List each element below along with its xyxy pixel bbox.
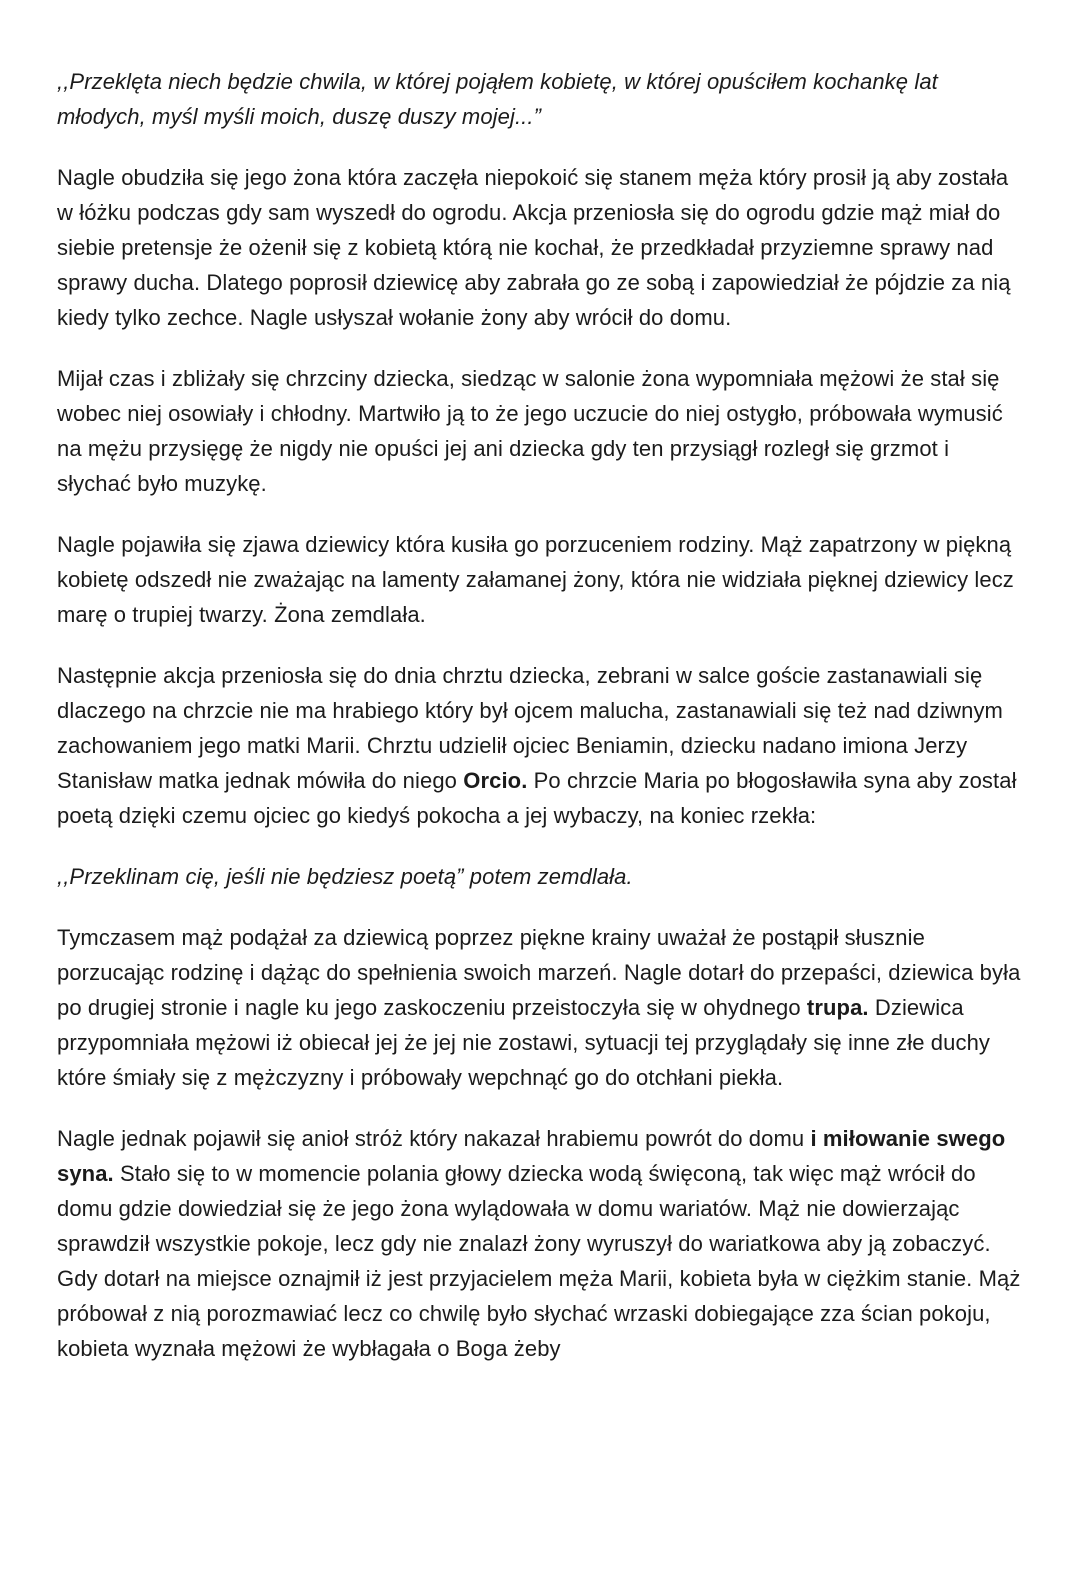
text-run: Nagle jednak pojawił się anioł stróż który nakazał hrabiemu powrót do domu	[57, 1126, 811, 1151]
text-run: ,,Przeklęta niech będzie chwila, w której pojąłem kobietę, w której opuściłem kochankę lat młodych, myśl myśli moich, duszę duszy mojej...”	[57, 69, 938, 129]
paragraph	[57, 920, 1023, 1095]
paragraph	[57, 859, 1023, 894]
text-run: Nagle obudziła się jego żona która zaczęła niepokoić się stanem męża który prosił ją aby została w łóżku podczas gdy sam wyszedł do ogrodu. Akcja przeniosła się do ogrodu gdzie mąż miał do siebie pretensje że ożenił się z kobietą którą nie kochał, że przedkładał przyziemne sprawy nad sprawy ducha. Dlatego poprosił dziewicę aby zabrała go ze sobą i zapowiedział że pójdzie za nią kiedy tylko zechce. Nagle usłyszał wołanie żony aby wrócił do domu.	[57, 165, 1011, 330]
paragraph	[57, 527, 1023, 632]
paragraph	[57, 1121, 1023, 1366]
text-run: Nagle pojawiła się zjawa dziewicy która kusiła go porzuceniem rodziny. Mąż zapatrzony w piękną kobietę odszedł nie zważając na lamenty załamanej żony, która nie widziała pięknej dziewicy lecz marę o trupiej twarzy. Żona zemdlała.	[57, 532, 1014, 627]
text-run: Dziewica przypomniała mężowi iż obiecał jej że jej nie zostawi, sytuacji tej przyglądały się inne złe duchy które śmiały się z mężczyzny i próbowały wepchnąć go do otchłani piekła.	[57, 995, 991, 1090]
document-body	[57, 64, 1023, 1366]
text-run: ,,Przeklinam cię, jeśli nie będziesz poetą” potem zemdlała.	[57, 864, 633, 889]
paragraph	[57, 64, 1023, 134]
paragraph	[57, 658, 1023, 833]
paragraph	[57, 160, 1023, 335]
bold-text-run: i miłowanie swego syna.	[57, 1126, 1006, 1186]
text-run: Następnie akcja przeniosła się do dnia chrztu dziecka, zebrani w salce goście zastanawiali się dlaczego na chrzcie nie ma hrabiego który był ojcem malucha, zastanawiali się też nad dziwnym zachowaniem jego matki Marii. Chrztu udzielił ojciec Beniamin, dziecku nadano imiona Jerzy Stanisław matka jednak mówiła do niego	[57, 663, 1003, 793]
bold-text-run: Orcio.	[463, 768, 528, 793]
paragraph	[57, 361, 1023, 501]
text-run: Po chrzcie Maria po błogosławiła syna aby został poetą dzięki czemu ojciec go kiedyś pokocha a jej wybaczy, na koniec rzekła:	[57, 768, 1017, 828]
text-run: Mijał czas i zbliżały się chrzciny dziecka, siedząc w salonie żona wypomniała mężowi że stał się wobec niej osowiały i chłodny. Martwiło ją to że jego uczucie do niej ostygło, próbowała wymusić na mężu przysięgę że nigdy nie opuści jej ani dziecka gdy ten przysiągł rozległ się grzmot i słychać było muzykę.	[57, 366, 1003, 496]
bold-text-run: trupa.	[806, 995, 869, 1020]
text-run: Stało się to w momencie polania głowy dziecka wodą święconą, tak więc mąż wrócił do domu gdzie dowiedział się że jego żona wylądowała w domu wariatów. Mąż nie dowierzając sprawdził wszystkie pokoje, lecz gdy nie znalazł żony wyruszył do wariatkowa aby ją zobaczyć. Gdy dotarł na miejsce oznajmił iż jest przyjacielem męża Marii, kobieta była w ciężkim stanie. Mąż próbował z nią porozmawiać lecz co chwilę było słychać wrzaski dobiegające zza ścian pokoju, kobieta wyznała mężowi że wybłagała o Boga żeby	[57, 1161, 1021, 1361]
text-run: Tymczasem mąż podążał za dziewicą poprzez piękne krainy uważał że postąpił słusznie porzucając rodzinę i dążąc do spełnienia swoich marzeń. Nagle dotarł do przepaści, dziewica była po drugiej stronie i nagle ku jego zaskoczeniu przeistoczyła się w ohydnego	[57, 925, 1021, 1020]
